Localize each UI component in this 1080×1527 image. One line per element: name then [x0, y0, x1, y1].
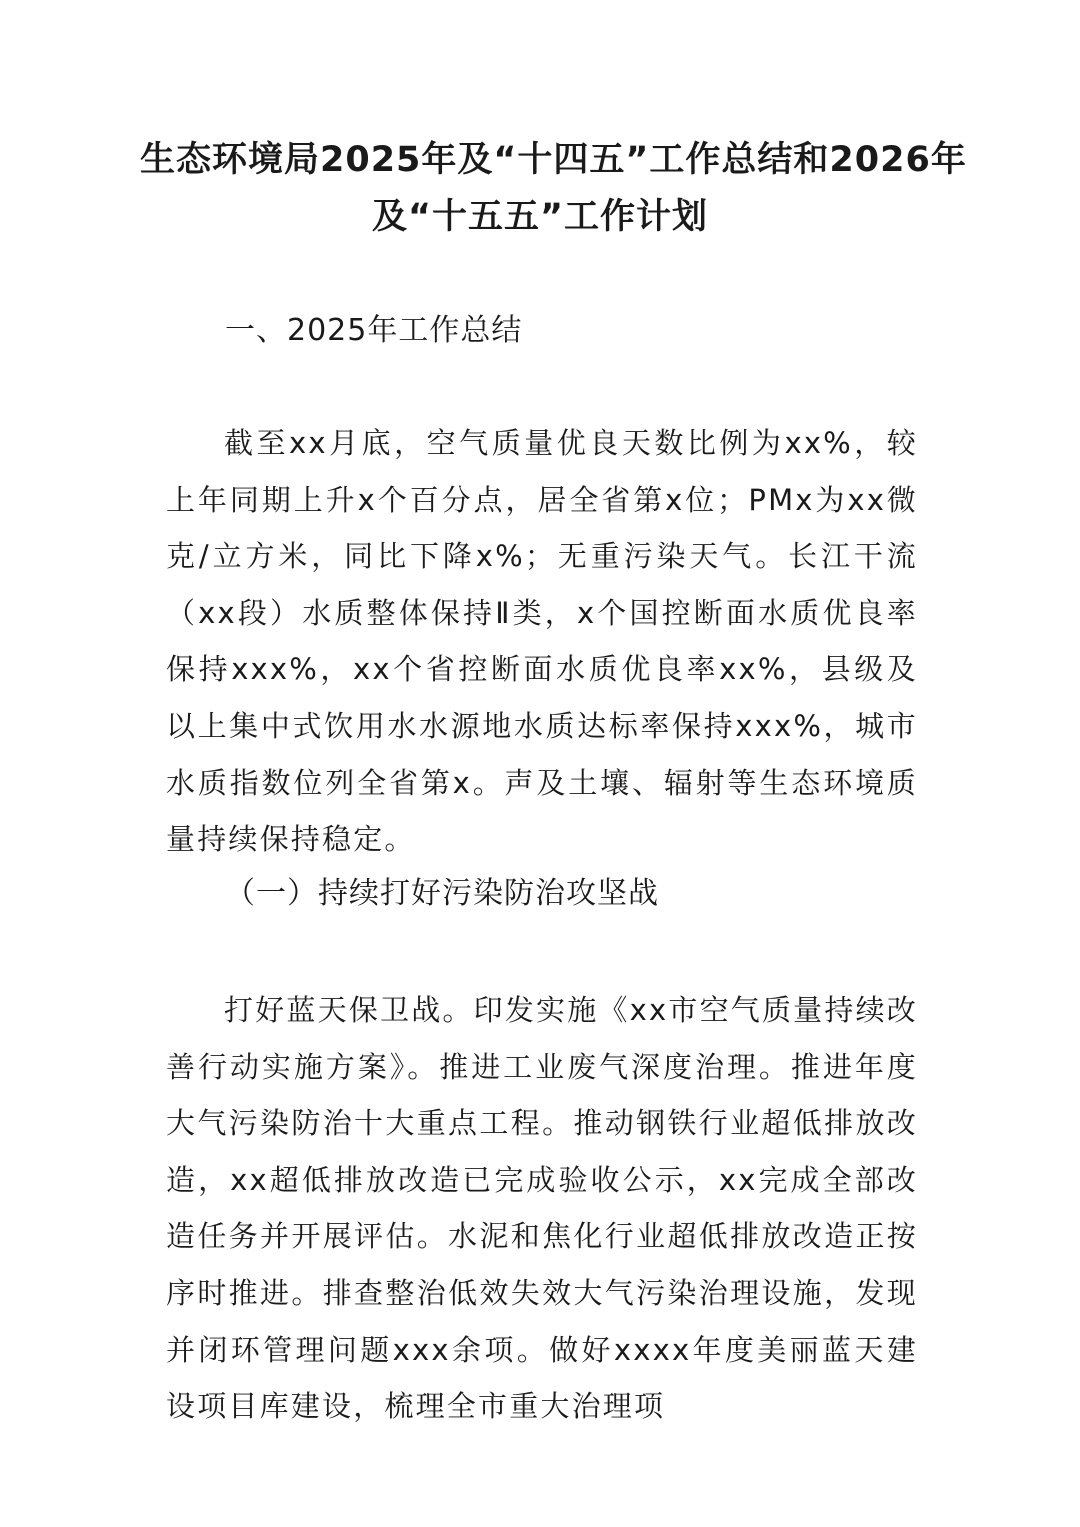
section-heading: 一、2025年工作总结 [225, 313, 523, 348]
body-paragraph: 打好蓝天保卫战。印发实施《xx市空气质量持续改善行动实施方案》。推进工业废气深度治理。推进年度大气污染防治十大重点工程。推动钢铁行业超低排放改造，xx超低排放改造已完成验收公示，xx完成全部改造任务并开展评估。水泥和焦化行业超低排放改造正按序时推进。排查整治低效失效大气污染治理设施，发现并闭环管理问题xxx余项。做好xxxx年度美丽蓝天建设项目库建设，梳理全市重大治理项 [166, 993, 918, 1424]
document-title-line-1: 生态环境局2025年及“十四五”工作总结和2026年 [140, 140, 967, 180]
document-title-line-2: 及“十五五”工作计划 [371, 197, 708, 237]
body-paragraph: 截至xx月底，空气质量优良天数比例为xx%，较上年同期上升x个百分点，居全省第x位；PMx为xx微克/立方米，同比下降x%；无重污染天气。长江干流（xx段）水质整体保持Ⅱ类，x个国控断面水质优良率保持xxx%，xx个省控断面水质优良率xx%，县级及以上集中式饮用水水源地水质达标率保持xxx%，城市水质指数位列全省第x。声及土壤、辐射等生态环境质量持续保持稳定。 [166, 426, 918, 857]
subsection-heading: （一）持续打好污染防治攻坚战 [225, 876, 659, 911]
